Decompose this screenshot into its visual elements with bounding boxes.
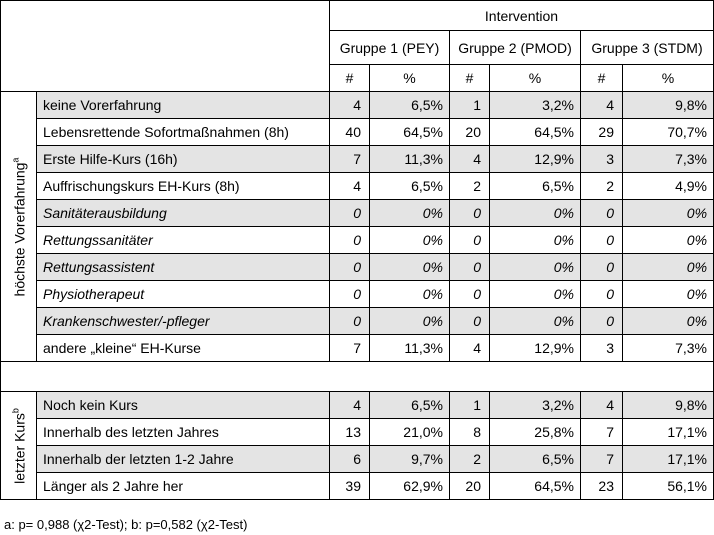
percent-cell: 0%	[623, 200, 714, 227]
count-cell: 0	[330, 281, 370, 308]
count-cell: 7	[330, 335, 370, 362]
count-cell: 1	[450, 92, 490, 119]
row-label: Rettungsassistent	[37, 254, 330, 281]
percent-cell: 56,1%	[623, 473, 714, 500]
percent-cell: 0%	[490, 227, 581, 254]
percent-cell: 7,3%	[623, 146, 714, 173]
percent-cell: 64,5%	[490, 119, 581, 146]
count-cell: 7	[330, 146, 370, 173]
section-letzter-kurs-label	[10, 408, 27, 484]
table-row	[1, 473, 714, 500]
intervention-header: Intervention	[330, 1, 714, 31]
section-hoechste-vorerfahrung-label-cell	[1, 92, 37, 362]
row-label: Physiotherapeut	[37, 281, 330, 308]
percent-cell: 0%	[370, 281, 450, 308]
count-cell: 0	[581, 200, 623, 227]
count-cell: 7	[581, 446, 623, 473]
table-row	[1, 146, 714, 173]
count-cell: 8	[450, 419, 490, 446]
count-cell: 0	[581, 254, 623, 281]
count-col-header: #	[330, 65, 370, 92]
percent-cell: 0%	[370, 227, 450, 254]
row-label: Rettungssanitäter	[37, 227, 330, 254]
count-cell: 3	[581, 146, 623, 173]
table-row	[1, 119, 714, 146]
percent-cell: 3,2%	[490, 392, 581, 419]
section-label-text: höchste Vorerfahrung	[10, 162, 27, 296]
percent-cell: 0%	[623, 281, 714, 308]
count-cell: 39	[330, 473, 370, 500]
count-cell: 0	[450, 254, 490, 281]
row-label: Erste Hilfe-Kurs (16h)	[37, 146, 330, 173]
percent-cell: 9,8%	[623, 92, 714, 119]
percent-cell: 0%	[370, 200, 450, 227]
percent-cell: 70,7%	[623, 119, 714, 146]
count-cell: 4	[330, 173, 370, 200]
percent-cell: 0%	[370, 308, 450, 335]
percent-cell: 0%	[490, 200, 581, 227]
count-cell: 23	[581, 473, 623, 500]
count-cell: 7	[581, 419, 623, 446]
percent-cell: 0%	[370, 254, 450, 281]
count-cell: 3	[581, 335, 623, 362]
table-row	[1, 308, 714, 335]
count-cell: 4	[330, 92, 370, 119]
count-cell: 6	[330, 446, 370, 473]
row-label: keine Vorerfahrung	[37, 92, 330, 119]
count-cell: 20	[450, 119, 490, 146]
percent-cell: 6,5%	[370, 392, 450, 419]
percent-cell: 6,5%	[370, 92, 450, 119]
count-cell: 0	[581, 227, 623, 254]
count-cell: 0	[330, 227, 370, 254]
row-label: Innerhalb des letzten Jahres	[37, 419, 330, 446]
count-cell: 0	[330, 308, 370, 335]
percent-cell: 12,9%	[490, 146, 581, 173]
percent-cell: 64,5%	[490, 473, 581, 500]
table-row	[1, 254, 714, 281]
percent-cell: 9,8%	[623, 392, 714, 419]
count-cell: 29	[581, 119, 623, 146]
count-cell: 40	[330, 119, 370, 146]
percent-cell: 4,9%	[623, 173, 714, 200]
percent-cell: 0%	[623, 308, 714, 335]
percent-cell: 11,3%	[370, 146, 450, 173]
count-cell: 4	[581, 92, 623, 119]
percent-cell: 0%	[490, 281, 581, 308]
percent-cell: 0%	[490, 308, 581, 335]
table-row	[1, 92, 714, 119]
percent-cell: 9,7%	[370, 446, 450, 473]
section-label-sup: b	[10, 407, 21, 413]
percent-cell: 0%	[490, 254, 581, 281]
group-2-header: Gruppe 2 (PMOD)	[450, 31, 581, 65]
percent-cell: 11,3%	[370, 335, 450, 362]
table-row	[1, 446, 714, 473]
row-label: Noch kein Kurs	[37, 392, 330, 419]
header-corner-cell	[1, 1, 330, 92]
count-col-header: #	[581, 65, 623, 92]
count-cell: 0	[581, 281, 623, 308]
spacer-cell	[1, 362, 714, 392]
percent-cell: 6,5%	[370, 173, 450, 200]
group-1-header: Gruppe 1 (PEY)	[330, 31, 450, 65]
count-cell: 1	[450, 392, 490, 419]
count-cell: 4	[450, 335, 490, 362]
table-row	[1, 200, 714, 227]
pct-col-header: %	[490, 65, 581, 92]
section-label-sup: a	[10, 157, 21, 163]
section-letzter-kurs-label-cell	[1, 392, 37, 500]
count-cell: 4	[581, 392, 623, 419]
row-label: Auffrischungskurs EH-Kurs (8h)	[37, 173, 330, 200]
percent-cell: 21,0%	[370, 419, 450, 446]
pct-col-header: %	[623, 65, 714, 92]
percent-cell: 6,5%	[490, 446, 581, 473]
table-row	[1, 281, 714, 308]
percent-cell: 25,8%	[490, 419, 581, 446]
spacer-row	[1, 362, 714, 392]
percent-cell: 6,5%	[490, 173, 581, 200]
table-row	[1, 392, 714, 419]
percent-cell: 0%	[623, 227, 714, 254]
count-cell: 20	[450, 473, 490, 500]
count-cell: 0	[330, 200, 370, 227]
group-3-header: Gruppe 3 (STDM)	[581, 31, 714, 65]
row-label: Länger als 2 Jahre her	[37, 473, 330, 500]
count-cell: 0	[450, 227, 490, 254]
table-row	[1, 419, 714, 446]
pct-col-header: %	[370, 65, 450, 92]
row-label: Lebensrettende Sofortmaßnahmen (8h)	[37, 119, 330, 146]
percent-cell: 64,5%	[370, 119, 450, 146]
percent-cell: 17,1%	[623, 419, 714, 446]
count-cell: 4	[450, 146, 490, 173]
percent-cell: 12,9%	[490, 335, 581, 362]
count-cell: 2	[581, 173, 623, 200]
count-cell: 2	[450, 446, 490, 473]
count-col-header: #	[450, 65, 490, 92]
table-row	[1, 335, 714, 362]
section-label-text: letzter Kurs	[10, 412, 27, 484]
percent-cell: 7,3%	[623, 335, 714, 362]
count-cell: 0	[450, 308, 490, 335]
count-cell: 2	[450, 173, 490, 200]
count-cell: 0	[330, 254, 370, 281]
footnote: a: p= 0,988 (χ2-Test); b: p=0,582 (χ2-Test)	[4, 517, 248, 532]
row-label: Krankenschwester/-pfleger	[37, 308, 330, 335]
count-cell: 4	[330, 392, 370, 419]
percent-cell: 17,1%	[623, 446, 714, 473]
percent-cell: 0%	[623, 254, 714, 281]
table-row	[1, 173, 714, 200]
row-label: Sanitäterausbildung	[37, 200, 330, 227]
count-cell: 0	[581, 308, 623, 335]
percent-cell: 3,2%	[490, 92, 581, 119]
section-hoechste-vorerfahrung-label	[10, 157, 27, 296]
percent-cell: 62,9%	[370, 473, 450, 500]
count-cell: 0	[450, 281, 490, 308]
count-cell: 13	[330, 419, 370, 446]
table-row	[1, 227, 714, 254]
row-label: Innerhalb der letzten 1-2 Jahre	[37, 446, 330, 473]
count-cell: 0	[450, 200, 490, 227]
row-label: andere „kleine“ EH-Kurse	[37, 335, 330, 362]
